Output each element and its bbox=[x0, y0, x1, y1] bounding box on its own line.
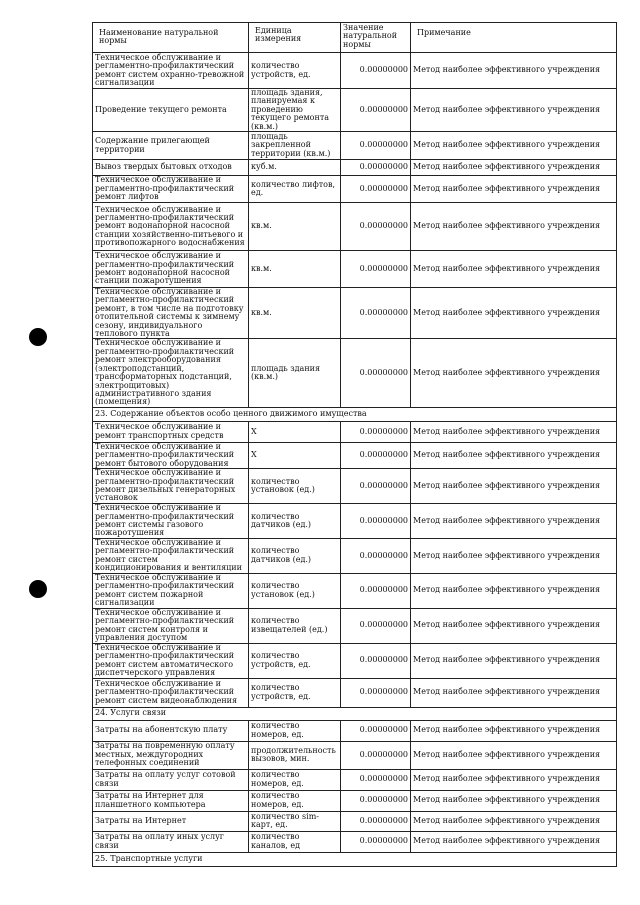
cell-value: 0.00000000 bbox=[341, 503, 411, 538]
cell-unit: количество sim-карт, ед. bbox=[249, 811, 341, 831]
cell-unit: количество устройств, ед. bbox=[249, 678, 341, 707]
cell-unit: количество датчиков (ед.) bbox=[249, 503, 341, 538]
cell-value: 0.00000000 bbox=[341, 790, 411, 811]
cell-name: Затраты на Интернет bbox=[93, 811, 249, 831]
table-row bbox=[93, 251, 617, 288]
cell-value: 0.00000000 bbox=[341, 538, 411, 573]
cell-value: 0.00000000 bbox=[341, 608, 411, 643]
cell-note: Метод наиболее эффективного учреждения bbox=[411, 503, 617, 538]
cell-name: Техническое обслуживание и регламентно-профилактический ремонт дизельных генераторных установок bbox=[93, 468, 249, 503]
cell-unit: кв.м. bbox=[249, 251, 341, 288]
table-row bbox=[93, 811, 617, 831]
cell-unit: кв.м. bbox=[249, 203, 341, 251]
cell-name: Техническое обслуживание и регламентно-профилактический ремонт бытового оборудования bbox=[93, 442, 249, 468]
cell-note: Метод наиболее эффективного учреждения bbox=[411, 769, 617, 790]
table-row bbox=[93, 288, 617, 339]
table-row bbox=[93, 573, 617, 608]
table-row bbox=[93, 720, 617, 741]
cell-note: Метод наиболее эффективного учреждения bbox=[411, 89, 617, 132]
cell-note: Метод наиболее эффективного учреждения bbox=[411, 442, 617, 468]
section-title: 24. Услуги связи bbox=[93, 707, 617, 720]
table-row bbox=[93, 421, 617, 442]
table-body bbox=[93, 53, 617, 867]
cell-name: Техническое обслуживание и регламентно-профилактический ремонт лифтов bbox=[93, 176, 249, 203]
cell-value: 0.00000000 bbox=[341, 678, 411, 707]
cell-note: Метод наиболее эффективного учреждения bbox=[411, 720, 617, 741]
cell-note: Метод наиболее эффективного учреждения bbox=[411, 790, 617, 811]
table-row bbox=[93, 741, 617, 769]
cell-note: Метод наиболее эффективного учреждения bbox=[411, 643, 617, 678]
section-row bbox=[93, 707, 617, 720]
cell-unit: количество установок (ед.) bbox=[249, 573, 341, 608]
section-row bbox=[93, 407, 617, 421]
cell-unit: количество номеров, ед. bbox=[249, 769, 341, 790]
cell-name: Затраты на оплату услуг сотовой связи bbox=[93, 769, 249, 790]
header-value: Значение натуральной нормы bbox=[341, 23, 411, 53]
cell-value: 0.00000000 bbox=[341, 203, 411, 251]
cell-unit: площадь здания, планируемая к проведению текущего ремонта (кв.м.) bbox=[249, 89, 341, 132]
table-row bbox=[93, 53, 617, 89]
natural-norms-table bbox=[92, 22, 617, 867]
cell-note: Метод наиболее эффективного учреждения bbox=[411, 741, 617, 769]
cell-name: Затраты на абонентскую плату bbox=[93, 720, 249, 741]
cell-unit: куб.м. bbox=[249, 160, 341, 176]
cell-value: 0.00000000 bbox=[341, 468, 411, 503]
cell-note: Метод наиболее эффективного учреждения bbox=[411, 421, 617, 442]
table-row bbox=[93, 176, 617, 203]
table-row bbox=[93, 468, 617, 503]
cell-unit: количество устройств, ед. bbox=[249, 53, 341, 89]
section-row bbox=[93, 852, 617, 866]
cell-note: Метод наиболее эффективного учреждения bbox=[411, 573, 617, 608]
header-unit: Единица измерения bbox=[249, 23, 341, 53]
cell-value: 0.00000000 bbox=[341, 831, 411, 852]
cell-name: Техническое обслуживание и регламентно-профилактический ремонт системы газового пожаротушения bbox=[93, 503, 249, 538]
table-row bbox=[93, 831, 617, 852]
cell-name: Содержание прилегающей территории bbox=[93, 132, 249, 160]
table-header-row bbox=[93, 23, 617, 53]
table-row bbox=[93, 339, 617, 407]
cell-unit: количество номеров, ед. bbox=[249, 720, 341, 741]
cell-note: Метод наиболее эффективного учреждения bbox=[411, 468, 617, 503]
cell-unit: количество установок (ед.) bbox=[249, 468, 341, 503]
table-row bbox=[93, 608, 617, 643]
cell-unit: X bbox=[249, 421, 341, 442]
cell-unit: кв.м. bbox=[249, 288, 341, 339]
cell-value: 0.00000000 bbox=[341, 442, 411, 468]
cell-name: Затраты на оплату иных услуг связи bbox=[93, 831, 249, 852]
cell-name: Проведение текущего ремонта bbox=[93, 89, 249, 132]
header-note: Примечание bbox=[411, 23, 617, 53]
cell-name: Вывоз твердых бытовых отходов bbox=[93, 160, 249, 176]
cell-value: 0.00000000 bbox=[341, 339, 411, 407]
cell-note: Метод наиболее эффективного учреждения bbox=[411, 831, 617, 852]
table-row bbox=[93, 503, 617, 538]
cell-note: Метод наиболее эффективного учреждения bbox=[411, 538, 617, 573]
section-title: 23. Содержание объектов особо ценного движимого имущества bbox=[93, 407, 617, 421]
cell-note: Метод наиболее эффективного учреждения bbox=[411, 132, 617, 160]
cell-unit: количество каналов, ед bbox=[249, 831, 341, 852]
cell-name: Техническое обслуживание и регламентно-профилактический ремонт систем пожарной сигнализации bbox=[93, 573, 249, 608]
cell-name: Техническое обслуживание и регламентно-профилактический ремонт систем видеонаблюдения bbox=[93, 678, 249, 707]
table-row bbox=[93, 132, 617, 160]
cell-value: 0.00000000 bbox=[341, 251, 411, 288]
cell-note: Метод наиболее эффективного учреждения bbox=[411, 608, 617, 643]
cell-note: Метод наиболее эффективного учреждения bbox=[411, 176, 617, 203]
cell-value: 0.00000000 bbox=[341, 811, 411, 831]
cell-value: 0.00000000 bbox=[341, 643, 411, 678]
cell-value: 0.00000000 bbox=[341, 89, 411, 132]
cell-unit: количество датчиков (ед.) bbox=[249, 538, 341, 573]
table-row bbox=[93, 538, 617, 573]
header-name: Наименование натуральной нормы bbox=[93, 23, 249, 53]
cell-note: Метод наиболее эффективного учреждения bbox=[411, 678, 617, 707]
cell-value: 0.00000000 bbox=[341, 288, 411, 339]
cell-note: Метод наиболее эффективного учреждения bbox=[411, 339, 617, 407]
table-row bbox=[93, 643, 617, 678]
cell-value: 0.00000000 bbox=[341, 573, 411, 608]
table-row bbox=[93, 442, 617, 468]
cell-value: 0.00000000 bbox=[341, 720, 411, 741]
cell-value: 0.00000000 bbox=[341, 160, 411, 176]
cell-value: 0.00000000 bbox=[341, 769, 411, 790]
cell-unit: количество номеров, ед. bbox=[249, 790, 341, 811]
cell-unit: продолжительность вызовов, мин. bbox=[249, 741, 341, 769]
section-title: 25. Транспортные услуги bbox=[93, 852, 617, 866]
cell-note: Метод наиболее эффективного учреждения bbox=[411, 203, 617, 251]
table-row bbox=[93, 160, 617, 176]
cell-name: Техническое обслуживание и регламентно-профилактический ремонт систем автоматического диспетчерского управления bbox=[93, 643, 249, 678]
cell-unit: количество извещателей (ед.) bbox=[249, 608, 341, 643]
cell-name: Техническое обслуживание и ремонт транспортных средств bbox=[93, 421, 249, 442]
cell-value: 0.00000000 bbox=[341, 132, 411, 160]
cell-name: Затраты на повременную оплату местных, междугородних телефонных соединений bbox=[93, 741, 249, 769]
cell-name: Затраты на Интернет для планшетного компьютера bbox=[93, 790, 249, 811]
table-row bbox=[93, 89, 617, 132]
cell-name: Техническое обслуживание и регламентно-профилактический ремонт систем контроля и управления доступом bbox=[93, 608, 249, 643]
cell-name: Техническое обслуживание и регламентно-профилактический ремонт, в том числе на подготовку отопительной системы к зимнему сезону, индивидуального теплового пункта bbox=[93, 288, 249, 339]
table-row bbox=[93, 790, 617, 811]
cell-value: 0.00000000 bbox=[341, 421, 411, 442]
cell-name: Техническое обслуживание и регламентно-профилактический ремонт систем охранно-тревожной сигнализации bbox=[93, 53, 249, 89]
cell-name: Техническое обслуживание и регламентно-профилактический ремонт электрооборудования (электроподстанций, трансформаторных подстанций, электрощитовых) административного здания (помещения) bbox=[93, 339, 249, 407]
table-row bbox=[93, 203, 617, 251]
punch-hole-top bbox=[29, 328, 47, 346]
cell-name: Техническое обслуживание и регламентно-профилактический ремонт систем кондиционирования и вентиляции bbox=[93, 538, 249, 573]
cell-note: Метод наиболее эффективного учреждения bbox=[411, 53, 617, 89]
punch-hole-bottom bbox=[29, 580, 47, 598]
cell-unit: количество устройств, ед. bbox=[249, 643, 341, 678]
cell-value: 0.00000000 bbox=[341, 176, 411, 203]
cell-unit: площадь здания (кв.м.) bbox=[249, 339, 341, 407]
cell-note: Метод наиболее эффективного учреждения bbox=[411, 251, 617, 288]
cell-name: Техническое обслуживание и регламентно-профилактический ремонт водонапорной насосной станции хозяйственно-питьевого и противопожарного водоснабжения bbox=[93, 203, 249, 251]
cell-unit: количество лифтов, ед. bbox=[249, 176, 341, 203]
cell-value: 0.00000000 bbox=[341, 741, 411, 769]
cell-name: Техническое обслуживание и регламентно-профилактический ремонт водонапорной насосной станции пожаротушения bbox=[93, 251, 249, 288]
cell-unit: X bbox=[249, 442, 341, 468]
cell-note: Метод наиболее эффективного учреждения bbox=[411, 288, 617, 339]
table-row bbox=[93, 769, 617, 790]
cell-note: Метод наиболее эффективного учреждения bbox=[411, 160, 617, 176]
cell-unit: площадь закрепленной территории (кв.м.) bbox=[249, 132, 341, 160]
table-row bbox=[93, 678, 617, 707]
cell-value: 0.00000000 bbox=[341, 53, 411, 89]
cell-note: Метод наиболее эффективного учреждения bbox=[411, 811, 617, 831]
